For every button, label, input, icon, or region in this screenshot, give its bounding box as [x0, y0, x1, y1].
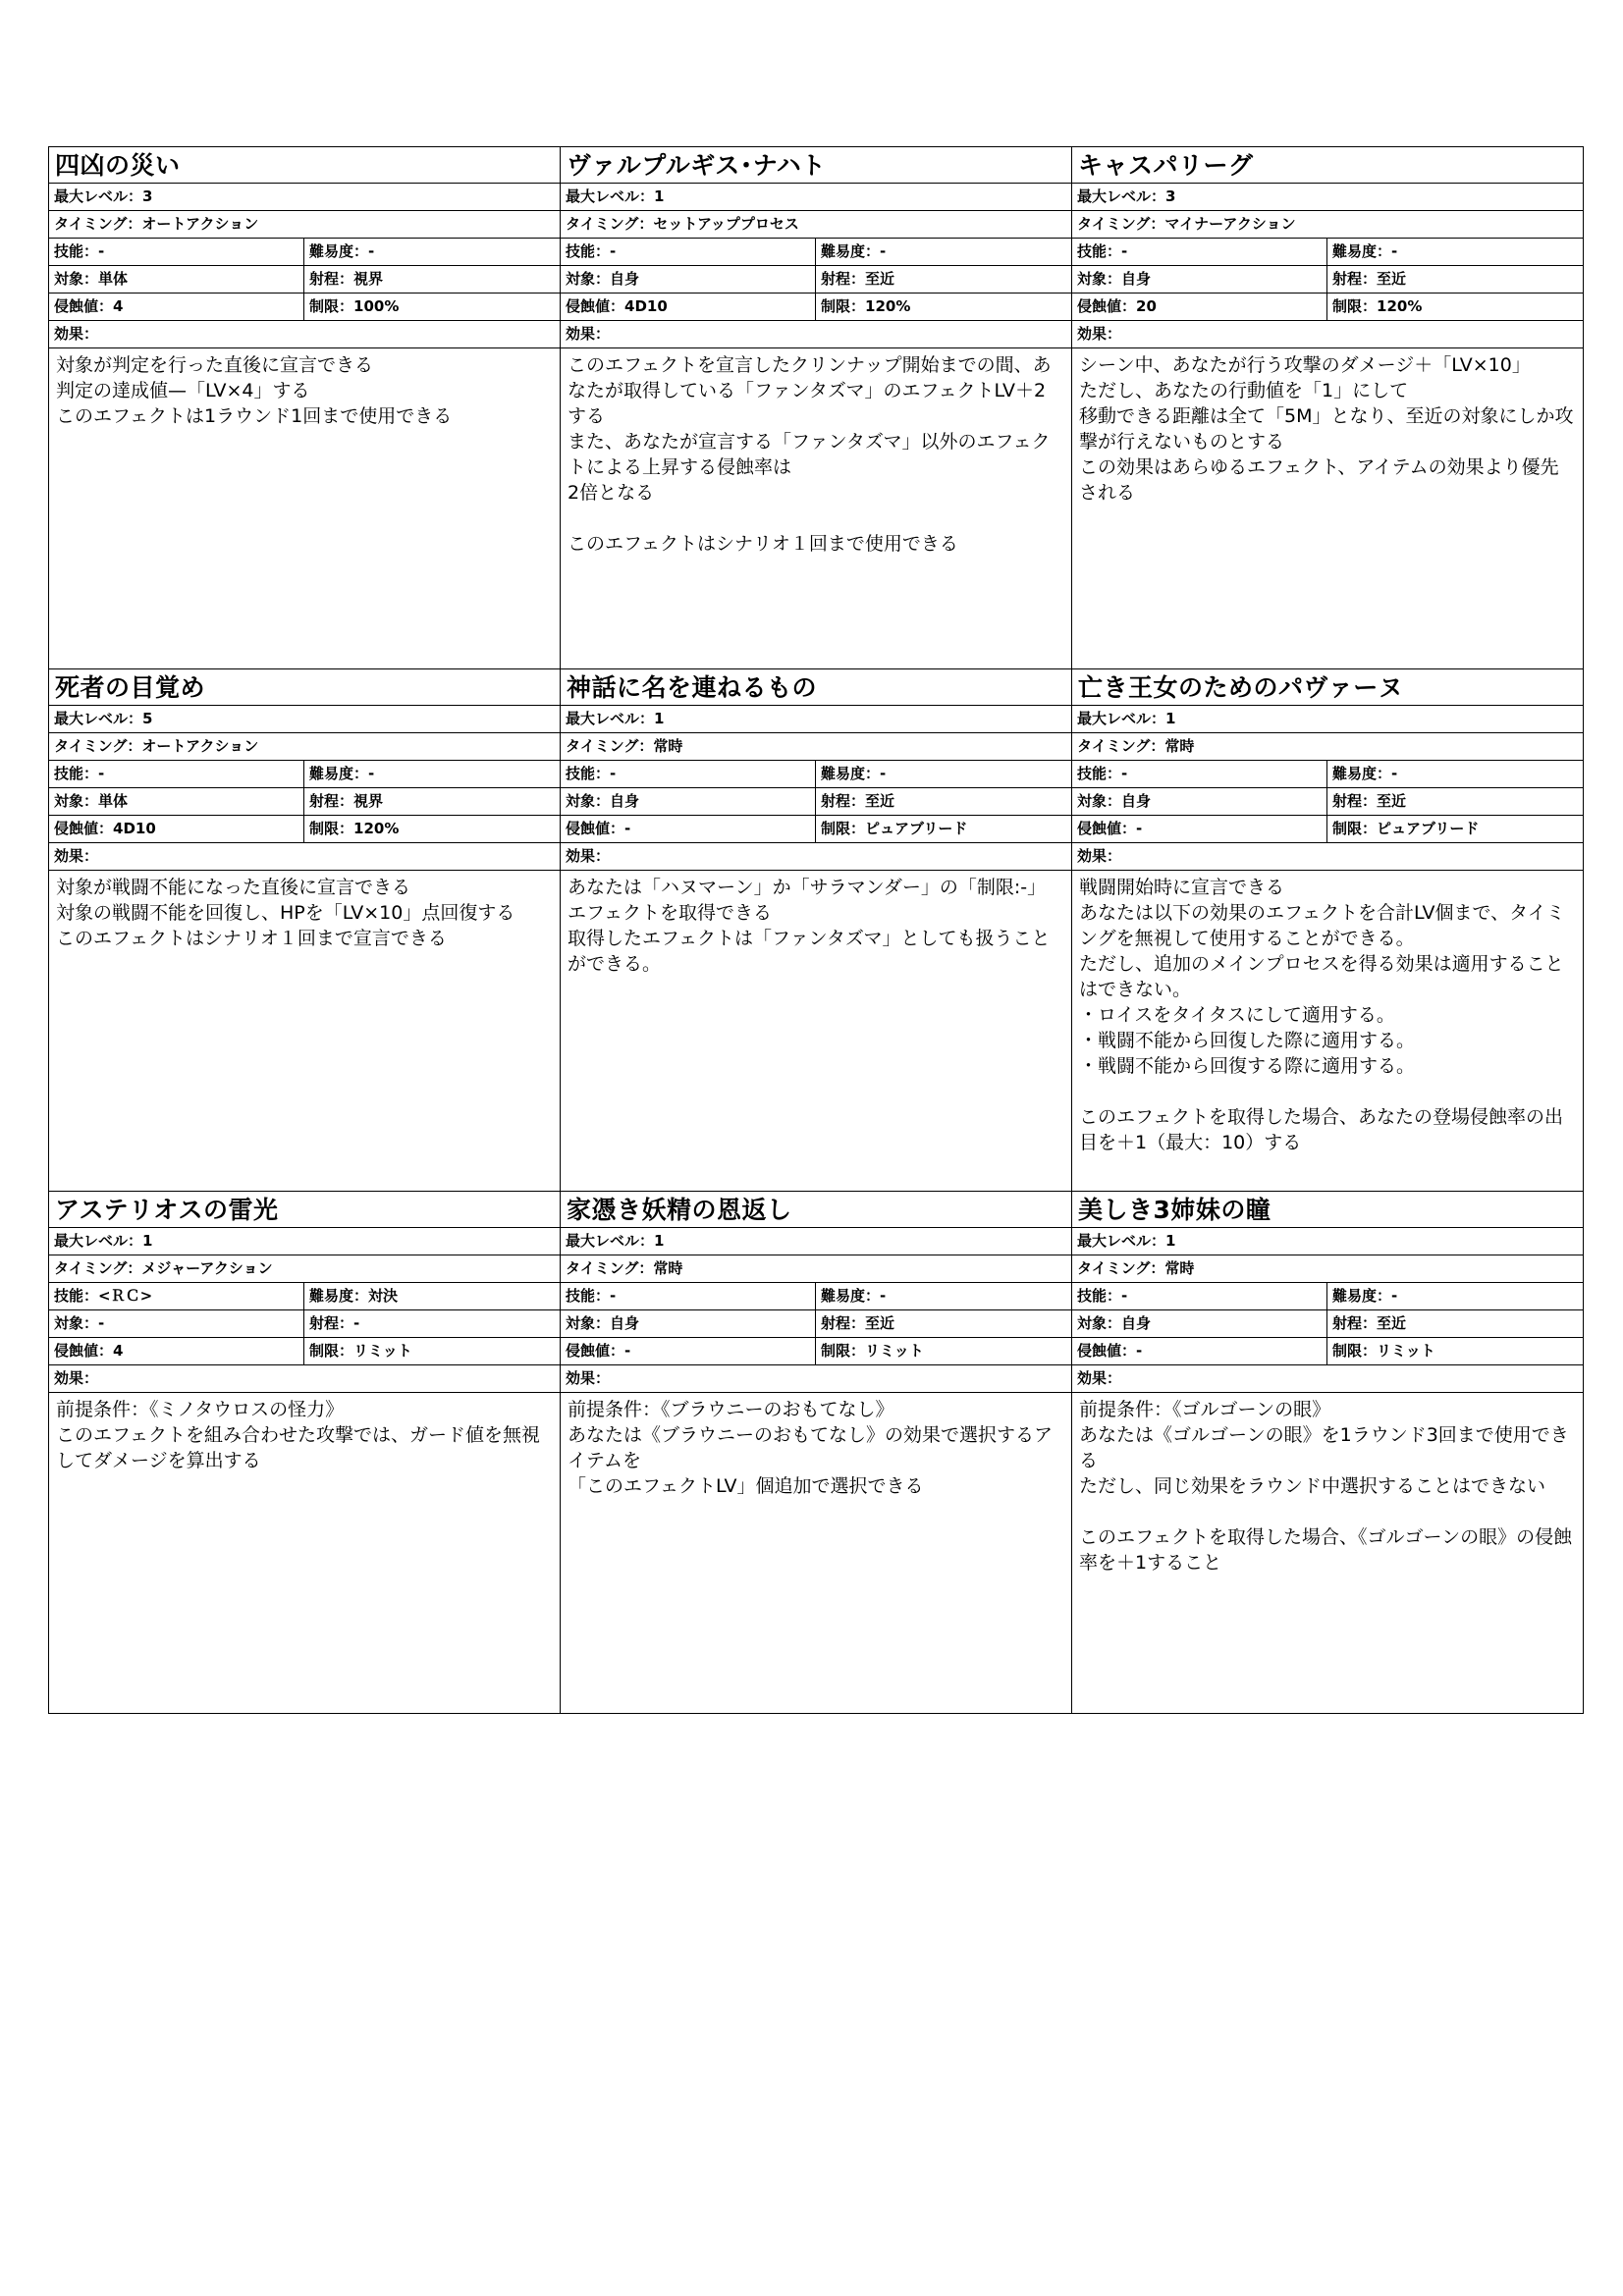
limit-value: 120%: [1377, 297, 1423, 315]
difficulty-label: 難易度：: [1332, 765, 1392, 782]
erosion-label: 侵蝕値：: [1077, 297, 1137, 315]
target-label: 対象：: [566, 792, 611, 810]
effect-label: 効果：: [566, 1369, 611, 1387]
difficulty-label: 難易度：: [1332, 1287, 1392, 1305]
difficulty-value: -: [1391, 1287, 1398, 1305]
max-level-label: 最大レベル：: [54, 710, 143, 727]
target-row: [561, 266, 1071, 294]
effect-name: 死者の目覚め: [49, 669, 560, 706]
range-value: 至近: [865, 1314, 895, 1332]
erosion-value: 4: [113, 1342, 124, 1360]
range-label: 射程：: [309, 792, 354, 810]
skill-value: -: [1121, 765, 1128, 782]
timing-row: [1072, 733, 1583, 761]
timing-label: タイミング：: [566, 215, 654, 233]
limit-label: 制限：: [821, 297, 866, 315]
max-level-value: 1: [654, 710, 665, 727]
target-row: [1072, 266, 1583, 294]
range-value: 至近: [1377, 792, 1407, 810]
erosion-label: 侵蝕値：: [1077, 820, 1137, 837]
max-level-label: 最大レベル：: [566, 187, 655, 205]
limit-value: リミット: [1377, 1342, 1435, 1360]
target-value: 自身: [1121, 1314, 1152, 1332]
max-level-label: 最大レベル：: [566, 1232, 655, 1250]
target-row: [49, 266, 560, 294]
max-level-row: [49, 1228, 560, 1255]
timing-label: タイミング：: [1077, 737, 1165, 755]
erosion-row: [561, 294, 1071, 321]
timing-value: メジャーアクション: [141, 1259, 273, 1277]
limit-value: 120%: [865, 297, 911, 315]
timing-label: タイミング：: [566, 737, 654, 755]
max-level-value: 1: [654, 1232, 665, 1250]
effect-card: [49, 669, 561, 1192]
skill-label: 技能：: [1077, 765, 1122, 782]
timing-value: オートアクション: [141, 737, 259, 755]
difficulty-label: 難易度：: [821, 765, 881, 782]
target-value: 単体: [98, 270, 129, 288]
skill-label: 技能：: [566, 765, 611, 782]
difficulty-value: -: [368, 765, 375, 782]
max-level-value: 1: [654, 187, 665, 205]
erosion-value: 20: [1136, 297, 1157, 315]
range-value: 視界: [353, 270, 384, 288]
difficulty-value: -: [1391, 765, 1398, 782]
skill-label: 技能：: [1077, 1287, 1122, 1305]
range-label: 射程：: [309, 1314, 354, 1332]
limit-label: 制限：: [1332, 1342, 1378, 1360]
limit-label: 制限：: [1332, 297, 1378, 315]
difficulty-value: -: [1391, 242, 1398, 260]
difficulty-value: -: [880, 765, 887, 782]
erosion-row: [49, 1338, 560, 1365]
limit-value: 100%: [353, 297, 400, 315]
max-level-value: 1: [142, 1232, 153, 1250]
timing-value: 常時: [1164, 737, 1195, 755]
max-level-row: [561, 1228, 1071, 1255]
effect-header-row: [49, 1365, 560, 1393]
range-label: 射程：: [821, 1314, 866, 1332]
effect-text: 対象が判定を行った直後に宣言できる 判定の達成値—「LV×4」する このエフェクトは1ラウンド1回まで使用できる: [56, 354, 453, 427]
effect-text: 前提条件：《ゴルゴーンの眼》 あなたは《ゴルゴーンの眼》を1ラウンド3回まで使用できる ただし、同じ効果をラウンド中選択することはできない このエフェクトを取得した場合、《ゴルゴーンの眼》の侵蝕率を＋1すること: [1079, 1399, 1573, 1574]
timing-row: [561, 733, 1071, 761]
limit-label: 制限：: [821, 820, 866, 837]
skill-row: [561, 761, 1071, 788]
timing-label: タイミング：: [1077, 1259, 1165, 1277]
erosion-label: 侵蝕値：: [54, 1342, 114, 1360]
max-level-label: 最大レベル：: [566, 710, 655, 727]
erosion-label: 侵蝕値：: [566, 297, 625, 315]
skill-row: [49, 1283, 560, 1310]
effect-card: [1072, 1192, 1584, 1714]
limit-value: リミット: [353, 1342, 412, 1360]
timing-row: [49, 211, 560, 239]
max-level-value: 1: [1165, 1232, 1176, 1250]
difficulty-label: 難易度：: [309, 765, 369, 782]
target-row: [561, 788, 1071, 816]
effect-label: 効果：: [1077, 847, 1122, 865]
erosion-row: [561, 816, 1071, 843]
erosion-row: [49, 294, 560, 321]
erosion-label: 侵蝕値：: [566, 1342, 625, 1360]
erosion-label: 侵蝕値：: [566, 820, 625, 837]
target-label: 対象：: [1077, 270, 1122, 288]
target-label: 対象：: [54, 1314, 99, 1332]
target-row: [561, 1310, 1071, 1338]
effect-label: 効果：: [54, 847, 99, 865]
limit-label: 制限：: [309, 297, 354, 315]
skill-value: -: [1121, 1287, 1128, 1305]
skill-value: -: [610, 1287, 617, 1305]
target-label: 対象：: [1077, 792, 1122, 810]
difficulty-value: -: [880, 1287, 887, 1305]
timing-row: [561, 211, 1071, 239]
max-level-row: [561, 184, 1071, 211]
effect-label: 効果：: [566, 325, 611, 343]
effect-text: あなたは「ハヌマーン」か「サラマンダー」の「制限:-」エフェクトを取得できる 取得したエフェクトは「ファンタズマ」としても扱うことができる。: [568, 877, 1051, 975]
max-level-label: 最大レベル：: [1077, 1232, 1166, 1250]
limit-label: 制限：: [309, 820, 354, 837]
target-row: [49, 788, 560, 816]
erosion-label: 侵蝕値：: [54, 820, 114, 837]
max-level-label: 最大レベル：: [1077, 710, 1166, 727]
skill-row: [49, 239, 560, 266]
timing-value: 常時: [653, 737, 683, 755]
erosion-value: -: [1136, 820, 1143, 837]
skill-label: 技能：: [566, 1287, 611, 1305]
range-value: 至近: [1377, 270, 1407, 288]
erosion-row: [1072, 294, 1583, 321]
limit-value: リミット: [865, 1342, 924, 1360]
erosion-value: 4D10: [624, 297, 668, 315]
effect-header-row: [561, 1365, 1071, 1393]
target-value: 自身: [610, 270, 640, 288]
limit-label: 制限：: [1332, 820, 1378, 837]
timing-row: [1072, 1255, 1583, 1283]
range-value: -: [353, 1314, 360, 1332]
max-level-value: 5: [142, 710, 153, 727]
range-label: 射程：: [309, 270, 354, 288]
skill-label: 技能：: [54, 1287, 99, 1305]
effect-card: [561, 147, 1072, 669]
effect-header-row: [49, 843, 560, 871]
effect-card: [49, 147, 561, 669]
effect-name: ヴァルプルギス･ナハト: [561, 147, 1071, 184]
effect-text: このエフェクトを宣言したクリンナップ開始までの間、あなたが取得している「ファンタズマ」のエフェクトLV＋2する また、あなたが宣言する「ファンタズマ」以外のエフェクトによる上昇する侵蝕率は 2倍となる このエフェクトはシナリオ１回まで使用できる: [568, 354, 1052, 555]
effect-header-row: [561, 843, 1071, 871]
erosion-value: -: [1136, 1342, 1143, 1360]
target-label: 対象：: [566, 1314, 611, 1332]
difficulty-value: 対決: [368, 1287, 399, 1305]
max-level-row: [1072, 706, 1583, 733]
erosion-row: [1072, 816, 1583, 843]
max-level-label: 最大レベル：: [54, 187, 143, 205]
effect-label: 効果：: [54, 1369, 99, 1387]
erosion-label: 侵蝕値：: [1077, 1342, 1137, 1360]
target-row: [1072, 788, 1583, 816]
erosion-value: -: [624, 820, 631, 837]
target-value: 自身: [610, 792, 640, 810]
skill-value: -: [1121, 242, 1128, 260]
skill-value: -: [98, 242, 105, 260]
timing-value: マイナーアクション: [1164, 215, 1296, 233]
effect-name: キャスパリーグ: [1072, 147, 1583, 184]
skill-row: [1072, 1283, 1583, 1310]
difficulty-label: 難易度：: [821, 242, 881, 260]
timing-value: 常時: [1164, 1259, 1195, 1277]
skill-label: 技能：: [1077, 242, 1122, 260]
max-level-row: [1072, 1228, 1583, 1255]
effect-name: アステリオスの雷光: [49, 1192, 560, 1228]
skill-row: [49, 761, 560, 788]
max-level-value: 1: [1165, 710, 1176, 727]
effect-label: 効果：: [54, 325, 99, 343]
effect-header-row: [561, 321, 1071, 348]
range-label: 射程：: [1332, 1314, 1378, 1332]
target-label: 対象：: [54, 792, 99, 810]
range-label: 射程：: [821, 270, 866, 288]
difficulty-label: 難易度：: [309, 1287, 369, 1305]
effect-text: 前提条件：《ブラウニーのおもてなし》 あなたは《ブラウニーのおもてなし》の効果で選択するアイテムを 「このエフェクトLV」個追加で選択できる: [568, 1399, 1054, 1497]
max-level-row: [561, 706, 1071, 733]
range-label: 射程：: [821, 792, 866, 810]
effect-card: [49, 1192, 561, 1714]
timing-value: セットアッププロセス: [653, 215, 799, 233]
effect-header-row: [1072, 1365, 1583, 1393]
timing-label: タイミング：: [54, 215, 142, 233]
limit-value: ピュアブリード: [865, 820, 968, 837]
skill-value: -: [610, 765, 617, 782]
max-level-label: 最大レベル：: [54, 1232, 143, 1250]
limit-label: 制限：: [821, 1342, 866, 1360]
target-value: 単体: [98, 792, 129, 810]
effect-card-grid: [48, 146, 1584, 1714]
skill-row: [1072, 239, 1583, 266]
effect-name: 家憑き妖精の恩返し: [561, 1192, 1071, 1228]
target-row: [1072, 1310, 1583, 1338]
difficulty-value: -: [880, 242, 887, 260]
effect-card: [1072, 147, 1584, 669]
effect-name: 美しき3姉妹の瞳: [1072, 1192, 1583, 1228]
skill-value: -: [98, 765, 105, 782]
timing-label: タイミング：: [54, 1259, 142, 1277]
effect-name: 亡き王女のためのパヴァーヌ: [1072, 669, 1583, 706]
max-level-label: 最大レベル：: [1077, 187, 1166, 205]
effect-card: [1072, 669, 1584, 1192]
limit-value: ピュアブリード: [1377, 820, 1480, 837]
max-level-value: 3: [1165, 187, 1176, 205]
timing-value: 常時: [653, 1259, 683, 1277]
skill-value: -: [610, 242, 617, 260]
range-value: 視界: [353, 792, 384, 810]
limit-label: 制限：: [309, 1342, 354, 1360]
difficulty-label: 難易度：: [1332, 242, 1392, 260]
effect-name: 四凶の災い: [49, 147, 560, 184]
erosion-value: 4: [113, 297, 124, 315]
skill-row: [561, 239, 1071, 266]
range-value: 至近: [865, 270, 895, 288]
difficulty-label: 難易度：: [821, 1287, 881, 1305]
timing-label: タイミング：: [566, 1259, 654, 1277]
range-value: 至近: [1377, 1314, 1407, 1332]
target-label: 対象：: [1077, 1314, 1122, 1332]
effect-label: 効果：: [1077, 1369, 1122, 1387]
target-label: 対象：: [566, 270, 611, 288]
max-level-row: [49, 184, 560, 211]
erosion-row: [49, 816, 560, 843]
difficulty-label: 難易度：: [309, 242, 369, 260]
effect-name: 神話に名を連ねるもの: [561, 669, 1071, 706]
skill-label: 技能：: [54, 765, 99, 782]
target-value: 自身: [1121, 270, 1152, 288]
timing-value: オートアクション: [141, 215, 259, 233]
limit-value: 120%: [353, 820, 400, 837]
erosion-label: 侵蝕値：: [54, 297, 114, 315]
effect-label: 効果：: [566, 847, 611, 865]
target-value: 自身: [1121, 792, 1152, 810]
effect-card: [561, 1192, 1072, 1714]
erosion-row: [1072, 1338, 1583, 1365]
erosion-value: -: [624, 1342, 631, 1360]
skill-row: [1072, 761, 1583, 788]
effect-text: シーン中、あなたが行う攻撃のダメージ＋「LV×10」 ただし、あなたの行動値を「1」にして 移動できる距離は全て「5M」となり、至近の対象にしか攻撃が行えないものとする この効果はあらゆるエフェクト、アイテムの効果より優先される: [1079, 354, 1574, 504]
range-value: 至近: [865, 792, 895, 810]
max-level-row: [1072, 184, 1583, 211]
effect-label: 効果：: [1077, 325, 1122, 343]
difficulty-value: -: [368, 242, 375, 260]
effect-text: 戦闘開始時に宣言できる あなたは以下の効果のエフェクトを合計LV個まで、タイミングを無視して使用することができる。 ただし、追加のメインプロセスを得る効果は適用することはできない。 ・ロイスをタイタスにして適用する。 ・戦闘不能から回復した際に適用する。 ・戦闘不能から回復する際に適用する。 このエフェクトを取得した場合、あなたの登場侵蝕率の出目を＋1（最大：10）する: [1079, 877, 1565, 1153]
target-value: -: [98, 1314, 105, 1332]
target-value: 自身: [610, 1314, 640, 1332]
target-label: 対象：: [54, 270, 99, 288]
skill-label: 技能：: [54, 242, 99, 260]
erosion-value: 4D10: [113, 820, 156, 837]
effect-header-row: [1072, 321, 1583, 348]
range-label: 射程：: [1332, 792, 1378, 810]
timing-row: [49, 1255, 560, 1283]
skill-label: 技能：: [566, 242, 611, 260]
target-row: [49, 1310, 560, 1338]
max-level-value: 3: [142, 187, 153, 205]
skill-value: <ＲＣ>: [98, 1287, 153, 1305]
timing-label: タイミング：: [54, 737, 142, 755]
effect-text: 前提条件：《ミノタウロスの怪力》 このエフェクトを組み合わせた攻撃では、ガード値を無視してダメージを算出する: [56, 1399, 541, 1471]
skill-row: [561, 1283, 1071, 1310]
range-label: 射程：: [1332, 270, 1378, 288]
timing-row: [49, 733, 560, 761]
max-level-row: [49, 706, 560, 733]
timing-label: タイミング：: [1077, 215, 1165, 233]
effect-header-row: [49, 321, 560, 348]
timing-row: [1072, 211, 1583, 239]
effect-header-row: [1072, 843, 1583, 871]
effect-card: [561, 669, 1072, 1192]
timing-row: [561, 1255, 1071, 1283]
effect-text: 対象が戦闘不能になった直後に宣言できる 対象の戦闘不能を回復し、HPを「LV×10」点回復する このエフェクトはシナリオ１回まで宣言できる: [56, 877, 515, 949]
erosion-row: [561, 1338, 1071, 1365]
